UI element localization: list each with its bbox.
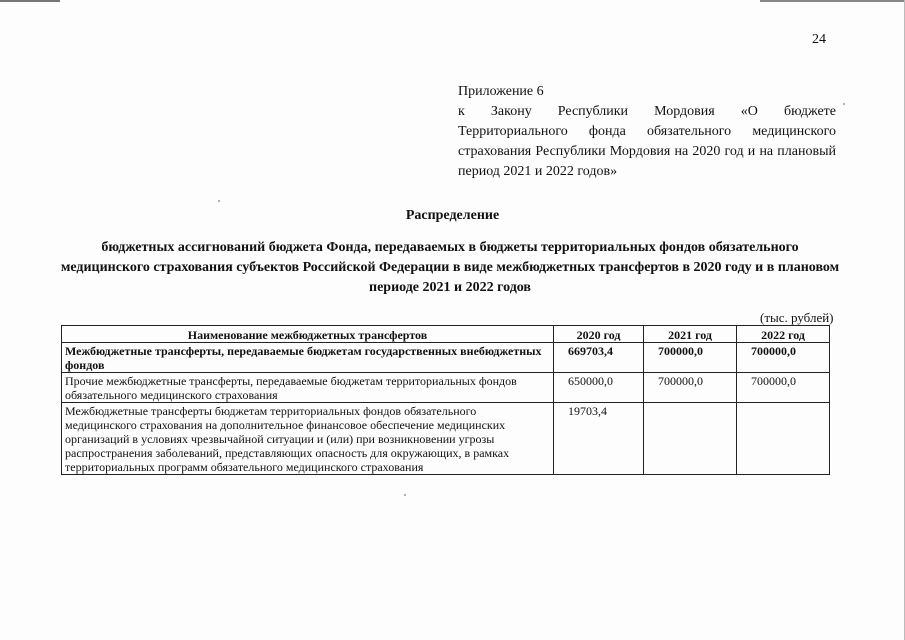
row-name: Межбюджетные трансферты бюджетам территориальных фондов обязательного медицинского страхования на дополнительное финансовое обеспечение медицинских организаций в условиях чрезвычайной ситуации и (или) при возникновении угрозы распространения заболеваний, представляющих опасность для окружающих, в рамках территориальных программ обязательного медицинского страхования bbox=[62, 403, 554, 475]
document-subheading: бюджетных ассигнований бюджета Фонда, передаваемых в бюджеты территориальных фондов обязательного медицинского страхования субъектов Российской Федерации в виде межбюджетных трансфертов в 2020 году и в плановом периоде 2021 и 2022 годов bbox=[60, 240, 840, 295]
scan-speck bbox=[404, 494, 406, 496]
page-number: 24 bbox=[812, 32, 826, 47]
scan-speck bbox=[843, 103, 845, 105]
row-value-2020: 650000,0 bbox=[554, 373, 644, 403]
table-header-row bbox=[62, 326, 830, 343]
row-name: Межбюджетные трансферты, передаваемые бюджетам государственных внебюджетных фондов bbox=[62, 343, 554, 373]
row-value-2022: 700000,0 bbox=[737, 373, 830, 403]
header-2020: 2020 год bbox=[554, 326, 644, 343]
scan-edge-top bbox=[0, 0, 905, 2]
header-2022: 2022 год bbox=[737, 326, 830, 343]
row-value-2022: 700000,0 bbox=[737, 343, 830, 373]
row-value-2020: 19703,4 bbox=[554, 403, 644, 475]
header-name: Наименование межбюджетных трансфертов bbox=[62, 326, 554, 343]
table-row bbox=[62, 343, 830, 373]
row-value-2021: 700000,0 bbox=[644, 373, 737, 403]
annex-body: к Закону Республики Мордовия «О бюджете Территориального фонда обязательного медицинского страхования Республики Мордовия на 2020 год и на плановый период 2021 и 2022 годов» bbox=[458, 104, 836, 179]
row-value-2021: 700000,0 bbox=[644, 343, 737, 373]
annex-title: Приложение 6 bbox=[458, 84, 544, 99]
table-row bbox=[62, 403, 830, 475]
row-value-2020: 669703,4 bbox=[554, 343, 644, 373]
table-row bbox=[62, 373, 830, 403]
annex-block bbox=[458, 82, 836, 182]
row-value-2021 bbox=[644, 403, 737, 475]
row-name: Прочие межбюджетные трансферты, передаваемые бюджетам территориальных фондов обязательного медицинского страхования bbox=[62, 373, 554, 403]
document-heading: Распределение bbox=[405, 208, 500, 223]
scan-speck bbox=[218, 200, 220, 202]
header-2021: 2021 год bbox=[644, 326, 737, 343]
transfers-table bbox=[61, 325, 830, 475]
row-value-2022 bbox=[737, 403, 830, 475]
units-label: (тыс. рублей) bbox=[760, 310, 834, 325]
